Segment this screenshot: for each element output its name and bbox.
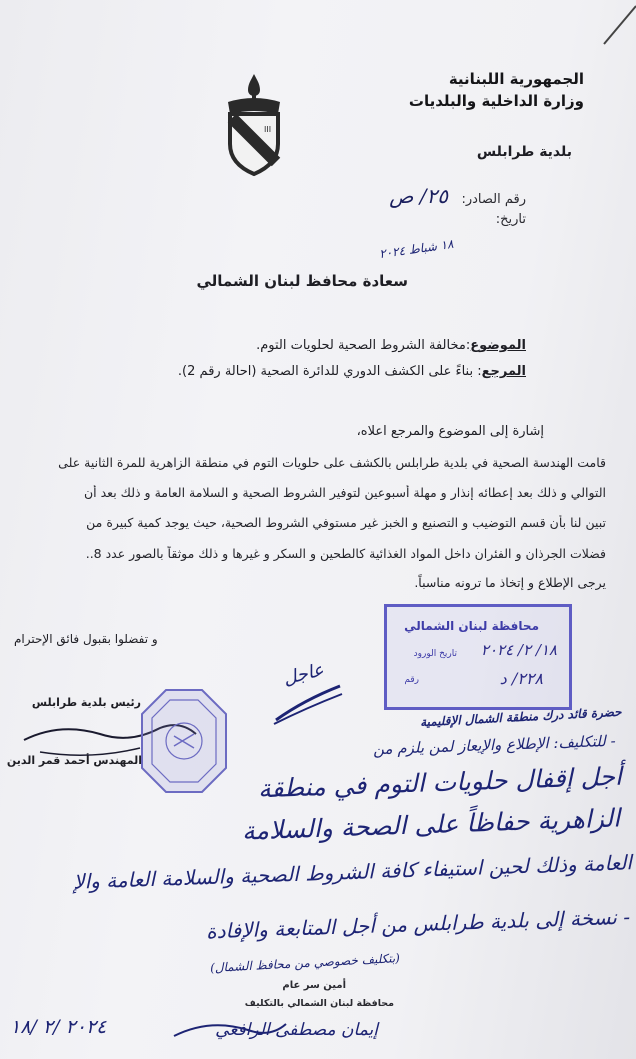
handwritten-addressee: حضرة قائد درك منطقة الشمال الإقليمية <box>420 704 623 730</box>
body-request: يرجى الإطلاع و إتخاذ ما ترونه مناسباً. <box>414 575 606 590</box>
stamp-date-value: ١٨/ ٢/ ٢٠٢٤ <box>480 641 557 659</box>
page-fold-mark <box>596 0 636 60</box>
addressee: سعادة محافظ لبنان الشمالي <box>196 272 408 290</box>
header-municipality: بلدية طرابلس <box>476 144 572 160</box>
subject-text: :مخالفة الشروط الصحية لحلويات التوم. <box>256 338 471 353</box>
issue-number-label: رقم الصادر: <box>461 192 526 207</box>
handwritten-line-5: (بتكليف خصوصي من محافظ الشمال) <box>209 951 401 975</box>
handwritten-line-3: العامة وذلك لحين استيفاء كافة الشروط الصحية والسلامة العامة والإ <box>72 850 633 894</box>
issue-number-value: ٢٥/ ص <box>389 184 448 208</box>
urgent-strokes <box>270 678 350 728</box>
signatory-name: المهندس أحمد قمر الدين <box>6 754 142 767</box>
reference-line <box>178 364 526 379</box>
handwritten-line-1: أجل إقفال حلويات التوم في منطقة <box>257 761 623 804</box>
body-opening: إشارة إلى الموضوع والمرجع اعلاه، <box>356 424 544 439</box>
subject-line <box>256 338 526 353</box>
closing-text: و تفضلوا بقبول فائق الإحترام <box>14 632 158 646</box>
stamp-office: محافظة لبنان الشمالي <box>404 619 539 633</box>
body-line-2: التوالي و ذلك بعد إعطائه إنذار و مهلة أسبوعين لتوفير الشروط الصحية و السلامة العامة و ذلك بعد أن <box>84 485 606 500</box>
secretary-office: محافظة لبنان الشمالي بالتكليف <box>244 998 394 1009</box>
date-handwritten: ١٨ شباط ٢٠٢٤ <box>378 236 455 262</box>
stamp-number-label: رقم <box>404 675 419 685</box>
received-stamp <box>384 604 572 710</box>
header-republic: الجمهورية اللبنانية <box>448 70 584 88</box>
handwritten-line-2: الزاهرية حفاظاً على الصحة والسلامة <box>241 803 621 846</box>
secretary-title: أمين سر عام <box>282 980 346 991</box>
handwritten-line-4: - نسخة إلى بلدية طرابلس من أجل المتابعة والإفادة <box>205 904 631 944</box>
urgent-note: عاجل <box>281 659 326 690</box>
date-label: تاريخ: <box>495 212 526 227</box>
subject-label: الموضوع <box>470 338 526 353</box>
svg-text:III: III <box>264 125 272 134</box>
handwritten-date: ٢٠٢٤ /٢ /١٨ <box>10 1016 107 1038</box>
body-line-3: تبين لنا بأن قسم التوضيب و التصنيع و الخبز غير مستوفي الشروط الصحية، حيث يوجد كمية كبيرة من <box>86 515 606 530</box>
stamp-date-label: تاريخ الورود <box>413 649 457 659</box>
header-ministry: وزارة الداخلية والبلديات <box>408 92 584 110</box>
body-line-1: قامت الهندسة الصحية في بلدية طرابلس بالكشف على حلويات التوم في منطقة الزاهرية للمرة الثانية على <box>58 455 606 470</box>
stamp-number-value: ٢٢٨/ د <box>499 669 543 688</box>
municipality-seal <box>138 686 230 796</box>
signatory-title: رئيس بلدية طرابلس <box>31 696 141 709</box>
reference-text: : بناءً على الكشف الدوري للدائرة الصحية (احالة رقم 2). <box>177 364 482 379</box>
handwritten-assignment: - للتكليف: الإطلاع والإيعاز لمن يلزم من <box>373 731 617 759</box>
reference-label: المرجع <box>481 364 526 379</box>
secretary-name: إيمان مصطفى الرافعي <box>215 1020 378 1040</box>
municipality-emblem <box>222 72 286 180</box>
body-line-4: فضلات الجرذان و الفئران داخل المواد الغذائية كالطحين و السكر و غيرها و ذلك موثقاً بالصور عدد 8.. <box>85 546 606 561</box>
secretary-signature <box>170 1010 290 1050</box>
